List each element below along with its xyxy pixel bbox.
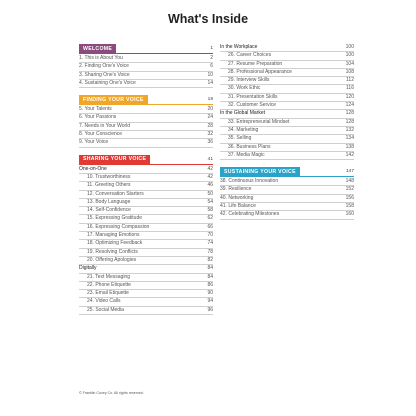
toc-entry-page: 128 (345, 110, 354, 117)
toc-entry (79, 232, 213, 240)
section-header (220, 167, 354, 177)
toc-entry-page: 116 (346, 85, 354, 92)
toc-right-column (220, 44, 354, 227)
toc-entry (220, 144, 354, 152)
toc-entry-page: 120 (345, 93, 354, 100)
toc-entry (79, 182, 213, 190)
toc-entry (220, 152, 354, 160)
toc-entry-label: 33. Entrepreneurial Mindset (228, 118, 290, 125)
toc-entry (79, 139, 213, 147)
section-header (79, 95, 213, 105)
toc-entry-label: 35. Selling (228, 135, 252, 142)
toc-entry (220, 178, 354, 186)
toc-entry (79, 215, 213, 223)
toc-entry-page: 54 (207, 198, 213, 205)
toc-entry (79, 298, 213, 306)
toc-entry-label: 38. Continuous Innovation (220, 178, 279, 185)
section-page-number: 1 (210, 46, 213, 51)
section-header (79, 44, 213, 54)
section-sharing-your-voice (79, 155, 213, 315)
toc-entry-label: 3. Sharing One's Voice (79, 71, 130, 78)
toc-entry-label: 37. Media Magic (228, 151, 265, 158)
toc-entry-page: 86 (207, 281, 213, 288)
toc-entry-page: 10 (207, 71, 213, 78)
toc-entry-label: 30. Work Ethic (228, 85, 261, 92)
toc-entry (79, 63, 213, 71)
toc-entry-page: 74 (207, 240, 213, 247)
toc-entry (79, 290, 213, 298)
toc-entry-page: 42 (207, 173, 213, 180)
toc-entry-label: 7. Needs in Your World (79, 122, 131, 129)
section-page-number: 147 (345, 169, 354, 175)
toc-entry-page: 46 (207, 182, 213, 189)
toc-entry-page: 132 (345, 126, 354, 133)
toc-group-heading (220, 44, 354, 52)
section-finding-your-voice (79, 95, 213, 147)
toc-entry-label: 8. Your Conscience (79, 131, 123, 138)
toc-entry-label: 39. Resilience (220, 186, 252, 193)
toc-entry-page: 78 (207, 248, 213, 255)
toc-entry-page: 66 (207, 223, 213, 230)
toc-entry-page: 94 (207, 298, 213, 305)
toc-entry (79, 249, 213, 257)
toc-entry-label: 20. Offering Apologies (87, 256, 137, 263)
toc-entry-page: 82 (207, 256, 213, 263)
toc-entry-page: 90 (207, 290, 213, 297)
copyright-footer: © Franklin Covey Co. All rights reserved. (79, 391, 144, 395)
section-title-band: WELCOME (79, 44, 116, 53)
toc-entry-page: 134 (345, 135, 354, 142)
toc-entry-page: 138 (345, 143, 354, 150)
toc-entry (79, 80, 213, 88)
toc-entry-label: 40. Networking (220, 194, 254, 201)
toc-entry (79, 55, 213, 63)
toc-entry-page: 36 (207, 139, 213, 146)
toc-entry-label: 34. Marketing (228, 126, 259, 133)
toc-group-heading (79, 265, 213, 273)
toc-entry (79, 106, 213, 114)
toc-entry-label: 5. Your Talents (79, 106, 112, 113)
toc-entry-label: 19. Resolving Conflicts (87, 248, 138, 255)
toc-entry-label: 41. Life Balance (220, 203, 256, 210)
toc-entry-label: 13. Body Language (87, 198, 131, 205)
toc-entry-label: 6. Your Passions (79, 114, 117, 121)
toc-entry-label: 2. Finding One's Voice (79, 63, 129, 70)
toc-entry-page: 50 (207, 190, 213, 197)
page-title: What's Inside (167, 12, 249, 26)
toc-entry (220, 119, 354, 127)
toc-entry-label: 36. Business Plans (228, 143, 271, 150)
toc-entry-label: In the Workplace (220, 44, 258, 50)
toc-entry-label: 31. Presentation Skills (228, 93, 278, 100)
toc-entry (220, 135, 354, 143)
toc-entry-label: Digitally (79, 265, 97, 272)
toc-entry-label: 24. Video Calls (87, 298, 121, 305)
toc-entry-page: 148 (345, 178, 354, 185)
toc-entry (220, 52, 354, 60)
toc-entry-label: 15. Expressing Gratitude (87, 215, 143, 222)
toc-entry-label: 27. Resume Preparation (228, 60, 283, 67)
toc-entry (220, 203, 354, 211)
toc-entry (79, 174, 213, 182)
section-page-number: 19 (207, 97, 213, 103)
toc-entry-page: 42 (207, 165, 213, 172)
toc-entry (220, 127, 354, 135)
toc-entry (220, 85, 354, 93)
toc-entry-label: 28. Professional Appearance (228, 68, 292, 75)
section-sustaining-your-voice (220, 167, 354, 219)
toc-entry (79, 131, 213, 139)
toc-entry-page: 152 (345, 186, 354, 193)
toc-entry-page: 100 (345, 44, 354, 50)
toc-entry-page: 160 (345, 211, 354, 218)
toc-entry-page: 100 (345, 52, 354, 59)
toc-entry-label: In the Global Market (220, 110, 266, 117)
section-workplace-global (220, 44, 354, 160)
toc-entry-page: 20 (207, 106, 213, 113)
toc-entry-label: 29. Interview Skills (228, 77, 270, 84)
toc-entry-page: 128 (345, 118, 354, 125)
toc-entry (79, 114, 213, 122)
toc-entry-label: 17. Managing Emotions (87, 232, 140, 239)
toc-entry-page: 124 (345, 102, 354, 109)
toc-entry-label: 16. Expressing Compassion (87, 223, 150, 230)
toc-entry (220, 69, 354, 77)
toc-entry (220, 195, 354, 203)
toc-entry-page: 104 (345, 60, 354, 67)
toc-entry-label: 23. Email Etiquette (87, 290, 129, 297)
toc-entry (79, 224, 213, 232)
toc-entry-label: 18. Optimizing Feedback (87, 240, 143, 247)
toc-entry (79, 207, 213, 215)
toc-entry (79, 274, 213, 282)
toc-entry-page: 112 (346, 77, 354, 84)
toc-entry-page: 142 (345, 151, 354, 158)
toc-entry-page: 84 (207, 273, 213, 280)
toc-entry-page: 28 (207, 122, 213, 129)
section-welcome (79, 44, 213, 88)
toc-entry-label: 32. Customer Service (228, 102, 277, 109)
toc-entry-page: 84 (207, 265, 213, 272)
toc-entry-page: 158 (345, 203, 354, 210)
toc-entry-label: 26. Career Choices (228, 52, 272, 59)
section-title-band: SHARING YOUR VOICE (79, 155, 150, 164)
toc-entry-page: 58 (207, 207, 213, 214)
toc-entry (79, 240, 213, 248)
toc-entry (79, 123, 213, 131)
toc-entry-label: 10. Trustworthiness (87, 173, 131, 180)
toc-entry-label: 42. Celebrating Milestones (220, 211, 280, 218)
toc-entry-page: 108 (345, 68, 354, 75)
toc-entry (220, 102, 354, 110)
toc-entry-label: One-on-One (79, 165, 107, 172)
toc-entry-label: 12. Conversation Starters (87, 190, 144, 197)
toc-entry-page: 96 (207, 306, 213, 313)
toc-entry-label: 14. Self-Confidence (87, 207, 131, 214)
toc-entry-page: 24 (207, 114, 213, 121)
toc-entry (220, 94, 354, 102)
toc-group-heading (79, 166, 213, 174)
toc-entry-label: 1. This is About You (79, 55, 123, 61)
toc-entry-page: 156 (345, 194, 354, 201)
toc-entry (79, 199, 213, 207)
toc-entry (220, 61, 354, 69)
toc-entry-page: 62 (207, 215, 213, 222)
toc-entry-page: 2 (210, 55, 213, 61)
toc-entry (79, 257, 213, 265)
section-title-band: FINDING YOUR VOICE (79, 95, 148, 104)
toc-entry-page: 70 (207, 232, 213, 239)
toc-group-heading (220, 110, 354, 118)
toc-entry-page: 32 (207, 131, 213, 138)
toc-entry-label: 9. Your Voice (79, 139, 109, 146)
toc-left-column (79, 44, 213, 322)
toc-entry-label: 11. Greeting Others (87, 182, 131, 189)
toc-entry (220, 211, 354, 219)
toc-entry (220, 186, 354, 194)
toc-entry-page: 14 (207, 79, 213, 86)
toc-entry-label: 22. Phone Etiquette (87, 281, 131, 288)
toc-entry (79, 282, 213, 290)
toc-entry-label: 21. Text Messaging (87, 273, 130, 280)
toc-entry (79, 191, 213, 199)
toc-entry-label: 25. Social Media (87, 306, 124, 313)
toc-entry-page: 6 (210, 63, 213, 70)
section-title-band: SUSTAINING YOUR VOICE (220, 167, 300, 176)
toc-entry-label: 4. Sustaining One's Voice (79, 79, 136, 86)
toc-entry (79, 72, 213, 80)
toc-entry (79, 307, 213, 315)
toc-entry (220, 77, 354, 85)
section-header (79, 155, 213, 165)
section-page-number: 41 (207, 156, 213, 162)
